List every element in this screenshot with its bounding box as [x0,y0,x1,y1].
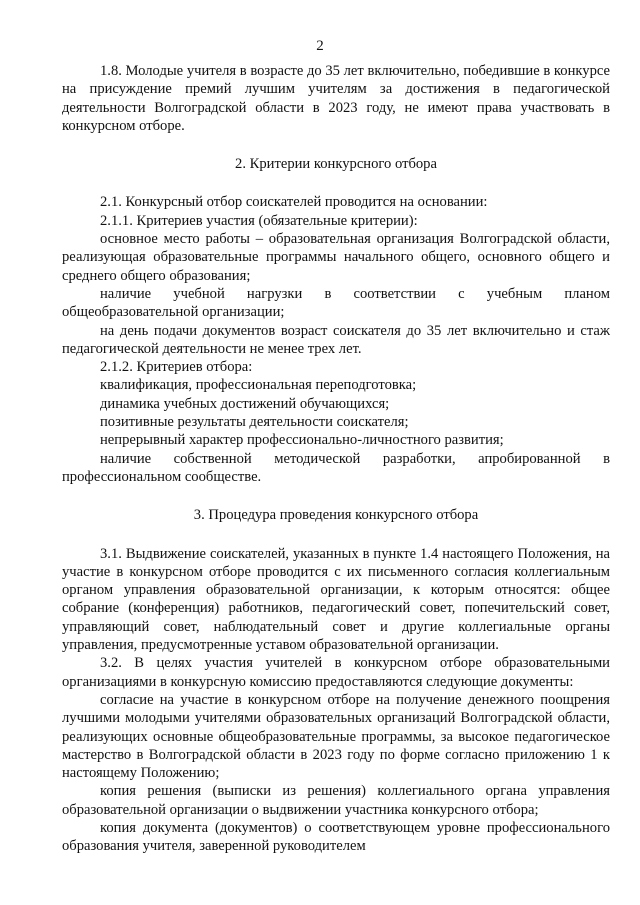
selection-criterion-dynamics: динамика учебных достижений обучающихся; [100,395,390,412]
paragraph-3-1: 3.1. Выдвижение соискателей, указанных в пункте 1.4 настоящего Положения, на участие в конкурсном отборе проводится с их письменного согласия коллегиальным органом управления образовательной организации, к которым относятся: общее собрание (конференция) работников, педагогический совет, попечительский совет, управляющий совет, наблюдательный совет и другие коллегиальные органы управления, предусмотренные уставом образовательной организации. [62,545,610,654]
page-number: 2 [316,38,324,54]
document-body [62,62,610,856]
criterion-workplace: основное место работы – образовательная организация Волгоградской области, реализующая образовательные программы начального общего, основного общего и среднего общего образования; [62,231,610,284]
paragraph-3-2: 3.2. В целях участия учителей в конкурсном отборе образовательными организациями в конкурсную комиссию предоставляются следующие документы: [62,655,610,690]
document-education-copy: копия документа (документов) о соответствующем уровне профессионального образования учителя, заверенной руководителем [62,819,610,855]
selection-criterion-development: непрерывный характер профессионально-личностного развития; [100,432,504,449]
selection-criterion-results: позитивные результаты деятельности соискателя; [100,414,409,431]
document-consent: согласие на участие в конкурсном отборе на получение денежного поощрения лучшими молодыми учителями образовательных организаций Волгоградской области, реализующих основные общеобразовательные программы, за высокое педагогическое мастерство в Волгоградской области в 2023 году по форме согласно приложению 1 к настоящему Положению; [62,691,610,782]
selection-criterion-methodology: наличие собственной методической разработки, апробированной в профессиональном сообществе. [62,450,610,485]
selection-criterion-qualification: квалификация, профессиональная переподготовка; [100,377,417,394]
document-decision-copy: копия решения (выписки из решения) коллегиального органа управления образовательной организации о выдвижении участника конкурсного отбора; [62,783,610,818]
section-2-heading: 2. Критерии конкурсного отбора [235,156,437,173]
criterion-age-experience: на день подачи документов возраст соискателя до 35 лет включительно и стаж педагогической деятельности не менее трех лет. [62,322,610,357]
paragraph-2-1-1: 2.1.1. Критериев участия (обязательные критерии): [100,212,418,229]
section-3-heading: 3. Процедура проведения конкурсного отбора [193,507,479,524]
paragraph-2-1: 2.1. Конкурсный отбор соискателей проводится на основании: [100,194,488,211]
criterion-workload: наличие учебной нагрузки в соответствии с учебным планом общеобразовательной организации; [62,285,610,321]
paragraph-1-8: 1.8. Молодые учителя в возрасте до 35 лет включительно, победившие в конкурсе на присуждение премий лучшим учителям за достижения в педагогической деятельности Волгоградской области в 2023 году, не имеют права участвовать в конкурсном отборе. [62,63,610,134]
paragraph-2-1-2: 2.1.2. Критериев отбора: [100,359,253,376]
